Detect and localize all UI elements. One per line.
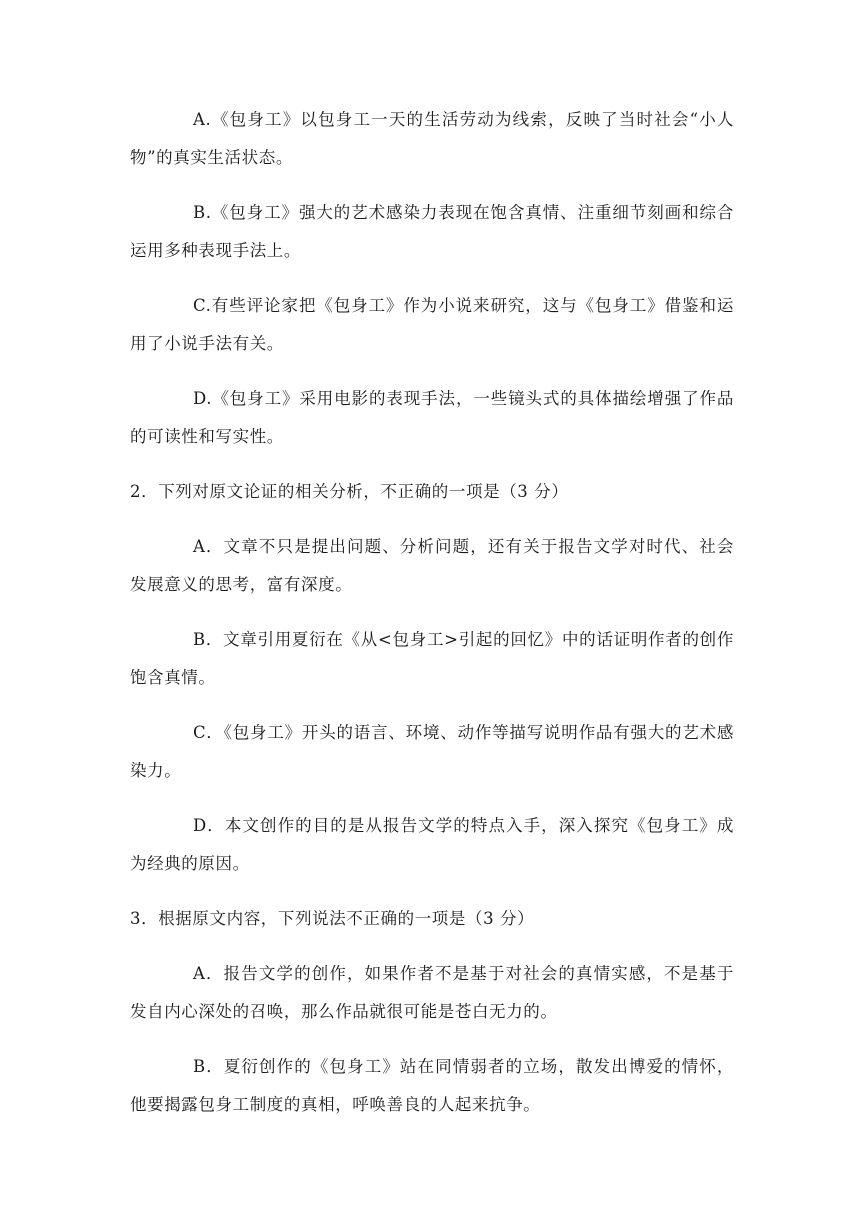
q1-option-c: C.有些评论家把《包身工》作为小说来研究，这与《包身工》借鉴和运用了小说手法有关。 xyxy=(130,296,734,353)
q1-option-d: D.《包身工》采用电影的表现手法，一些镜头式的具体描绘增强了作品的可读性和写实性。 xyxy=(130,389,734,446)
q2-option-c: C．《包身工》开头的语言、环境、动作等描写说明作品有强大的艺术感染力。 xyxy=(130,723,734,780)
q2-option-b: B．文章引用夏衍在《从<包身工>引起的回忆》中的话证明作者的创作饱含真情。 xyxy=(130,630,734,687)
q1-option-b: B.《包身工》强大的艺术感染力表现在饱含真情、注重细节刻画和综合运用多种表现手法上。 xyxy=(130,203,734,260)
q3-stem: 3．根据原文内容，下列说法不正确的一项是（3 分） xyxy=(130,909,535,928)
q3-option-b: B．夏衍创作的《包身工》站在同情弱者的立场，散发出博爱的情怀，他要揭露包身工制度的真相，呼唤善良的人起来抗争。 xyxy=(130,1057,734,1114)
q2-stem: 2．下列对原文论证的相关分析，不正确的一项是（3 分） xyxy=(130,482,569,501)
q3-option-a: A．报告文学的创作，如果作者不是基于对社会的真情实感，不是基于发自内心深处的召唤，那么作品就很可能是苍白无力的。 xyxy=(130,964,734,1021)
document-page xyxy=(130,101,734,1141)
q2-option-a: A．文章不只是提出问题、分析问题，还有关于报告文学对时代、社会发展意义的思考，富有深度。 xyxy=(130,537,734,594)
q2-option-d: D．本文创作的目的是从报告文学的特点入手，深入探究《包身工》成为经典的原因。 xyxy=(130,816,734,873)
q1-option-a: A.《包身工》以包身工一天的生活劳动为线索，反映了当时社会“小人物”的真实生活状态。 xyxy=(130,110,734,167)
